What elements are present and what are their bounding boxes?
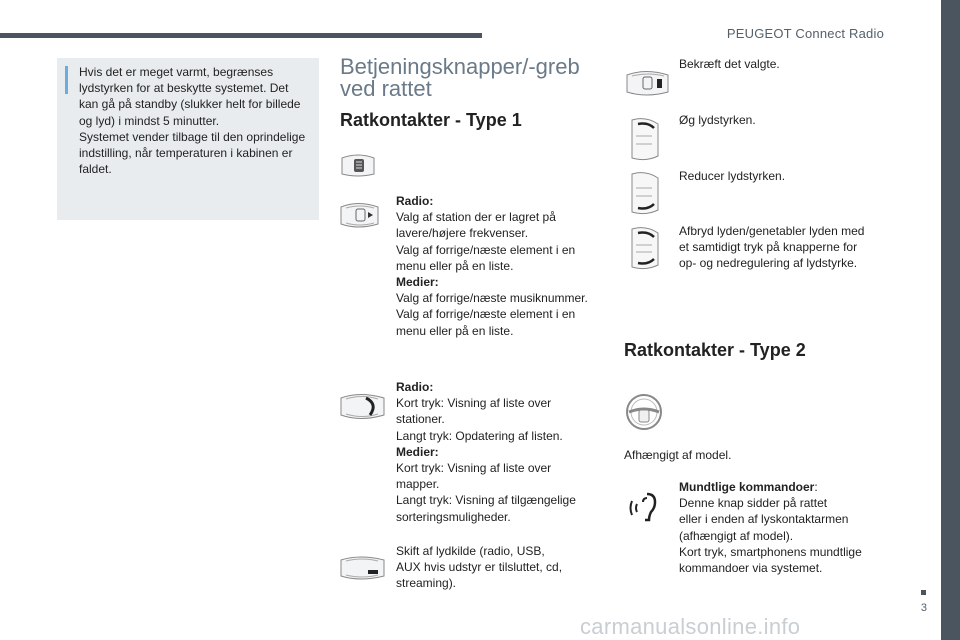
steering-control-overview-icon [338, 150, 378, 180]
volume-up-desc [679, 112, 879, 128]
desc-line: eller i enden af lyskontaktarmen [679, 512, 849, 527]
desc-line: sorteringsmuligheder. [396, 509, 511, 524]
seek-buttons-icon [338, 198, 382, 232]
desc-line: Bekræft det valgte. [679, 57, 780, 71]
desc-line: Øg lydstyrken. [679, 113, 756, 127]
desc-label: Medier: [396, 275, 439, 290]
desc-label: Radio: [396, 194, 434, 208]
desc-line: Valg af station der er lagret på [396, 210, 556, 225]
desc-line: menu eller på en liste. [396, 258, 514, 273]
desc-line: Denne knap sidder på rattet [679, 496, 828, 511]
right-edge-bar [941, 0, 960, 640]
voice-command-desc [679, 479, 889, 576]
desc-label: Medier: [396, 444, 439, 459]
type1-item-seek-desc [396, 193, 606, 339]
section-title-line: ved rattet [340, 76, 432, 101]
info-note-text [79, 64, 313, 177]
note-line: Systemet vender tilbage til den oprindelige [79, 129, 306, 144]
desc-line: Valg af forrige/næste element i en [396, 307, 576, 322]
desc-line [396, 444, 606, 460]
desc-line [679, 479, 889, 495]
desc-line: kommandoer via systemet. [679, 561, 823, 576]
note-line: Hvis det er meget varmt, begrænses [79, 65, 274, 79]
voice-command-title-suffix: : [814, 480, 818, 494]
mute-desc [679, 223, 889, 272]
heading-type1: Ratkontakter - Type 1 [340, 110, 522, 130]
note-line: lydstyrken for at beskytte systemet. Det [79, 81, 289, 96]
voice-command-title: Mundtlige kommandoer [679, 480, 815, 494]
steering-wheel-icon [624, 392, 664, 432]
desc-line [396, 193, 606, 209]
desc-line: et samtidigt tryk på knapperne for [679, 240, 858, 255]
page-marker-dot [921, 590, 926, 595]
volume-down-desc [679, 168, 879, 184]
section-title-line: Betjeningsknapper/-greb [340, 54, 580, 79]
desc-line: Langt tryk: Opdatering af listen. [396, 428, 563, 443]
info-accent-bar [65, 66, 68, 94]
page-number: 3 [920, 602, 927, 614]
desc-line: mapper. [396, 477, 440, 492]
voice-command-icon [629, 490, 665, 524]
desc-line: Valg af forrige/næste element i en [396, 242, 576, 257]
desc-line: Kort tryk: Visning af liste over [396, 396, 552, 411]
header-title: PEUGEOT Connect Radio [726, 26, 884, 41]
section-title [340, 56, 610, 100]
top-rule [0, 33, 482, 38]
desc-line: AUX hvis udstyr er tilsluttet, cd, [396, 560, 563, 575]
desc-line [396, 379, 606, 395]
volume-up-icon [624, 116, 666, 162]
type1-item-list-desc [396, 379, 606, 525]
desc-line: Kort tryk, smartphonens mundtlige [679, 544, 862, 559]
mute-buttons-icon [624, 225, 666, 271]
volume-down-icon [624, 170, 666, 216]
desc-line: streaming). [396, 576, 457, 591]
desc-line: (afhængigt af model). [679, 528, 794, 543]
model-note: Afhængigt af model. [624, 448, 732, 462]
watermark: carmanualsonline.info [580, 614, 801, 639]
heading-type2: Ratkontakter - Type 2 [624, 340, 806, 360]
desc-line: Langt tryk: Visning af tilgængelige [396, 493, 576, 508]
desc-line: Skift af lydkilde (radio, USB, [396, 544, 545, 558]
note-line: kan gå på standby (slukker helt for billede [79, 97, 301, 112]
desc-line: Reducer lydstyrken. [679, 169, 786, 183]
confirm-desc [679, 56, 879, 72]
desc-line: Afbryd lyden/genetabler lyden med [679, 224, 865, 238]
desc-line: op- og nedregulering af lydstyrke. [679, 256, 858, 271]
source-button-icon [338, 552, 388, 584]
desc-line [396, 274, 606, 290]
desc-line: Valg af forrige/næste musiknummer. [396, 291, 588, 306]
desc-line: stationer. [396, 412, 445, 427]
note-line: faldet. [79, 162, 112, 177]
desc-line: menu eller på en liste. [396, 323, 514, 338]
note-line: og lyd) i mindst 5 minutter. [79, 113, 220, 128]
list-button-icon [338, 388, 388, 424]
confirm-button-icon [624, 66, 672, 100]
desc-label: Radio: [396, 380, 434, 394]
info-note-box [57, 58, 319, 220]
desc-line: Kort tryk: Visning af liste over [396, 461, 552, 476]
type1-item-source-desc [396, 543, 606, 592]
desc-line: lavere/højere frekvenser. [396, 226, 529, 241]
note-line: indstilling, når temperaturen i kabinen er [79, 146, 293, 161]
